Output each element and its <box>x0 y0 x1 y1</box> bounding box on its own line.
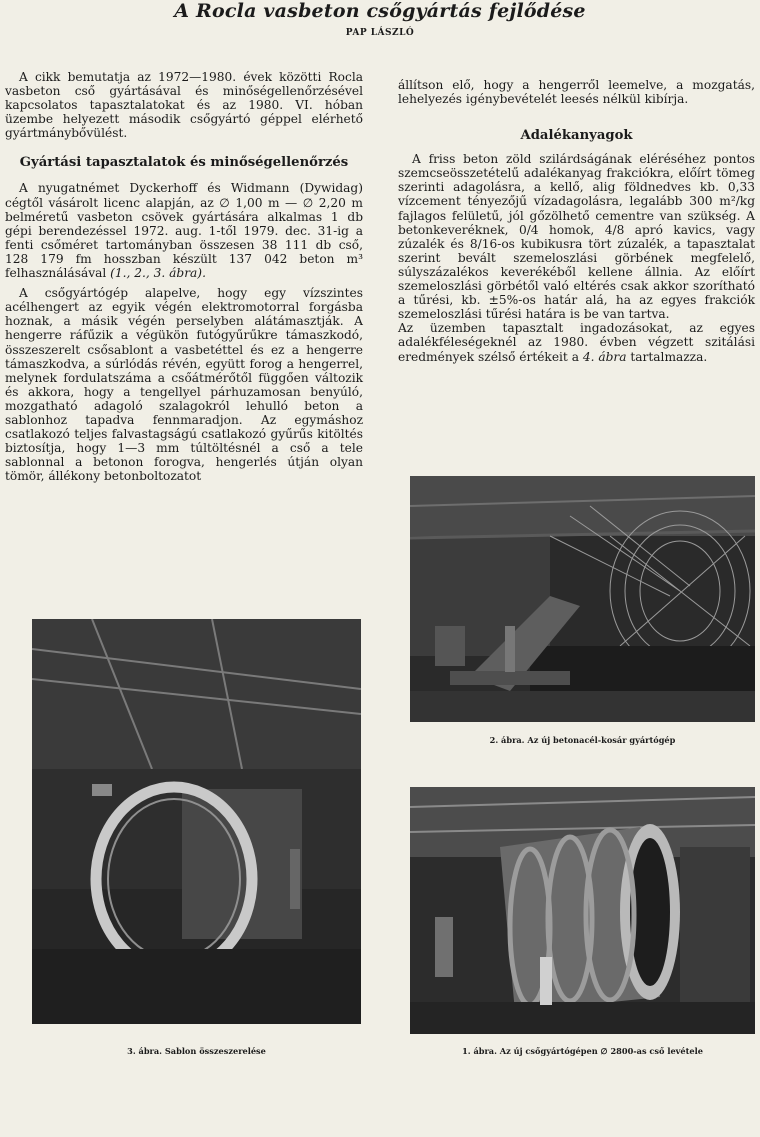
right-column <box>398 78 755 364</box>
section-heading-production: Gyártási tapasztalatok és minőségellenőrzés <box>19 155 349 171</box>
intro-paragraph: A cikk bemutatja az 1972—1980. évek közötti Rocla vasbeton cső gyártásával és minőségellenőrzésével kapcsolatos tapasztalatokat és az 1980. VI. hóban üzembe helyezett második csőgyártó géppel elérhető gyártmánybővülést. <box>5 70 363 141</box>
figure-1-photo <box>410 787 755 1034</box>
figure-2-photo <box>410 476 755 722</box>
continuation-paragraph: állítson elő, hogy a hengerről leemelve, a mozgatás, lehelyezés igénybevételét leesés nélkül kibírja. <box>398 78 755 107</box>
article-title: A Rocla vasbeton csőgyártás fejlődése <box>174 0 586 22</box>
paragraph-sieve-results <box>398 321 755 363</box>
figure-2-caption: 2. ábra. Az új betonacél-kosár gyártógép <box>489 735 676 745</box>
figure-reference: (1., 2., 3. ábra). <box>110 266 206 281</box>
paragraph-machine-principle: A csőgyártógép alapelve, hogy egy vízszintes acélhengert az egyik végén elektromotorral forgásba hoznak, a másik végén perselyben alátámasztják. A hengerre ráfűzik a végükön futógyűrűkre támaszkodó, összeszerelt csősablont a vasbetéttel és ez a hengerre támaszkodva, a súrlódás révén, együtt forog a hengerrel, melynek fordulatszáma a csőátmérőtől függően változik és akkora, hogy a tengellyel párhuzamosan benyúló, mozgatható adagoló szalagokról lehulló beton a sablonhoz tapadva fennmaradjon. Az egymáshoz csatlakozó teljes falvastagságú csatlakozó gyűrűs kitöltés biztosítja, hogy 1—3 mm túltöltésnél a cső a tele sablonnal a betonon forogva, hengerlés útján olyan tömör, állékony betonboltozatot <box>5 286 363 484</box>
paragraph-licence-text: A nyugatnémet Dyckerhoff és Widmann (Dywidag) cégtől vásárolt licenc alapján, az ∅ 1,00 m — ∅ 2,20 m belméretű vasbeton csövek gyártására alkalmas 1 db gépi berendezéssel 1972. aug. 1-től 1979. dec. 31-ig a fenti csőméret tartományban összesen 38 111 db cső, 128 179 fm hosszban készült 137 042 beton m³ felhasználásával <box>5 181 363 281</box>
left-column <box>5 70 363 483</box>
figure-3-photo <box>32 619 361 1024</box>
figure-3-caption: 3. ábra. Sablon összeszerelése <box>127 1046 266 1056</box>
paragraph-sieve-text: Az üzemben tapasztalt ingadozásokat, az egyes adalékféleségeknél az 1980. évben végzett szitálási eredmények szélső értékeit a <box>398 321 755 364</box>
article-author: PAP LÁSZLÓ <box>345 28 415 38</box>
section-heading-aggregates: Adalékanyagok <box>520 128 633 144</box>
paragraph-aggregates: A friss beton zöld szilárdságának eléréséhez pontos szemcseösszetételű adalékanyag frakciókra, előírt tömeg szerinti adagolásra, a kellő, alig földnedves kb. 0,33 vízcement tényezőjű vízadagolásra, legalább 300 m²/kg fajlagos felületű, jól gőzölhető cementre van szükség. A betonkeveréknek, 0/4 homok, 4/8 apró kavics, vagy zúzalék és 8/16-os kubikusra tört zúzalék, a tapasztalat szerint bevált szemeloszlási görbének megfelelő, súlyszázalékos keverékéből kellene állnia. Az előírt szemeloszlási görbétől való eltérés csak akkor szorítható a tűrési, kb. ±5%-os határ alá, ha az egyes frakciók szemeloszlási tűrési határa is be van tartva. <box>398 152 755 322</box>
figure-reference: 4. ábra <box>582 349 627 364</box>
paragraph-licence <box>5 181 363 280</box>
figure-1-caption: 1. ábra. Az új csőgyártógépen ∅ 2800-as cső levétele <box>462 1046 703 1056</box>
paragraph-sieve-end: tartalmazza. <box>626 349 708 364</box>
